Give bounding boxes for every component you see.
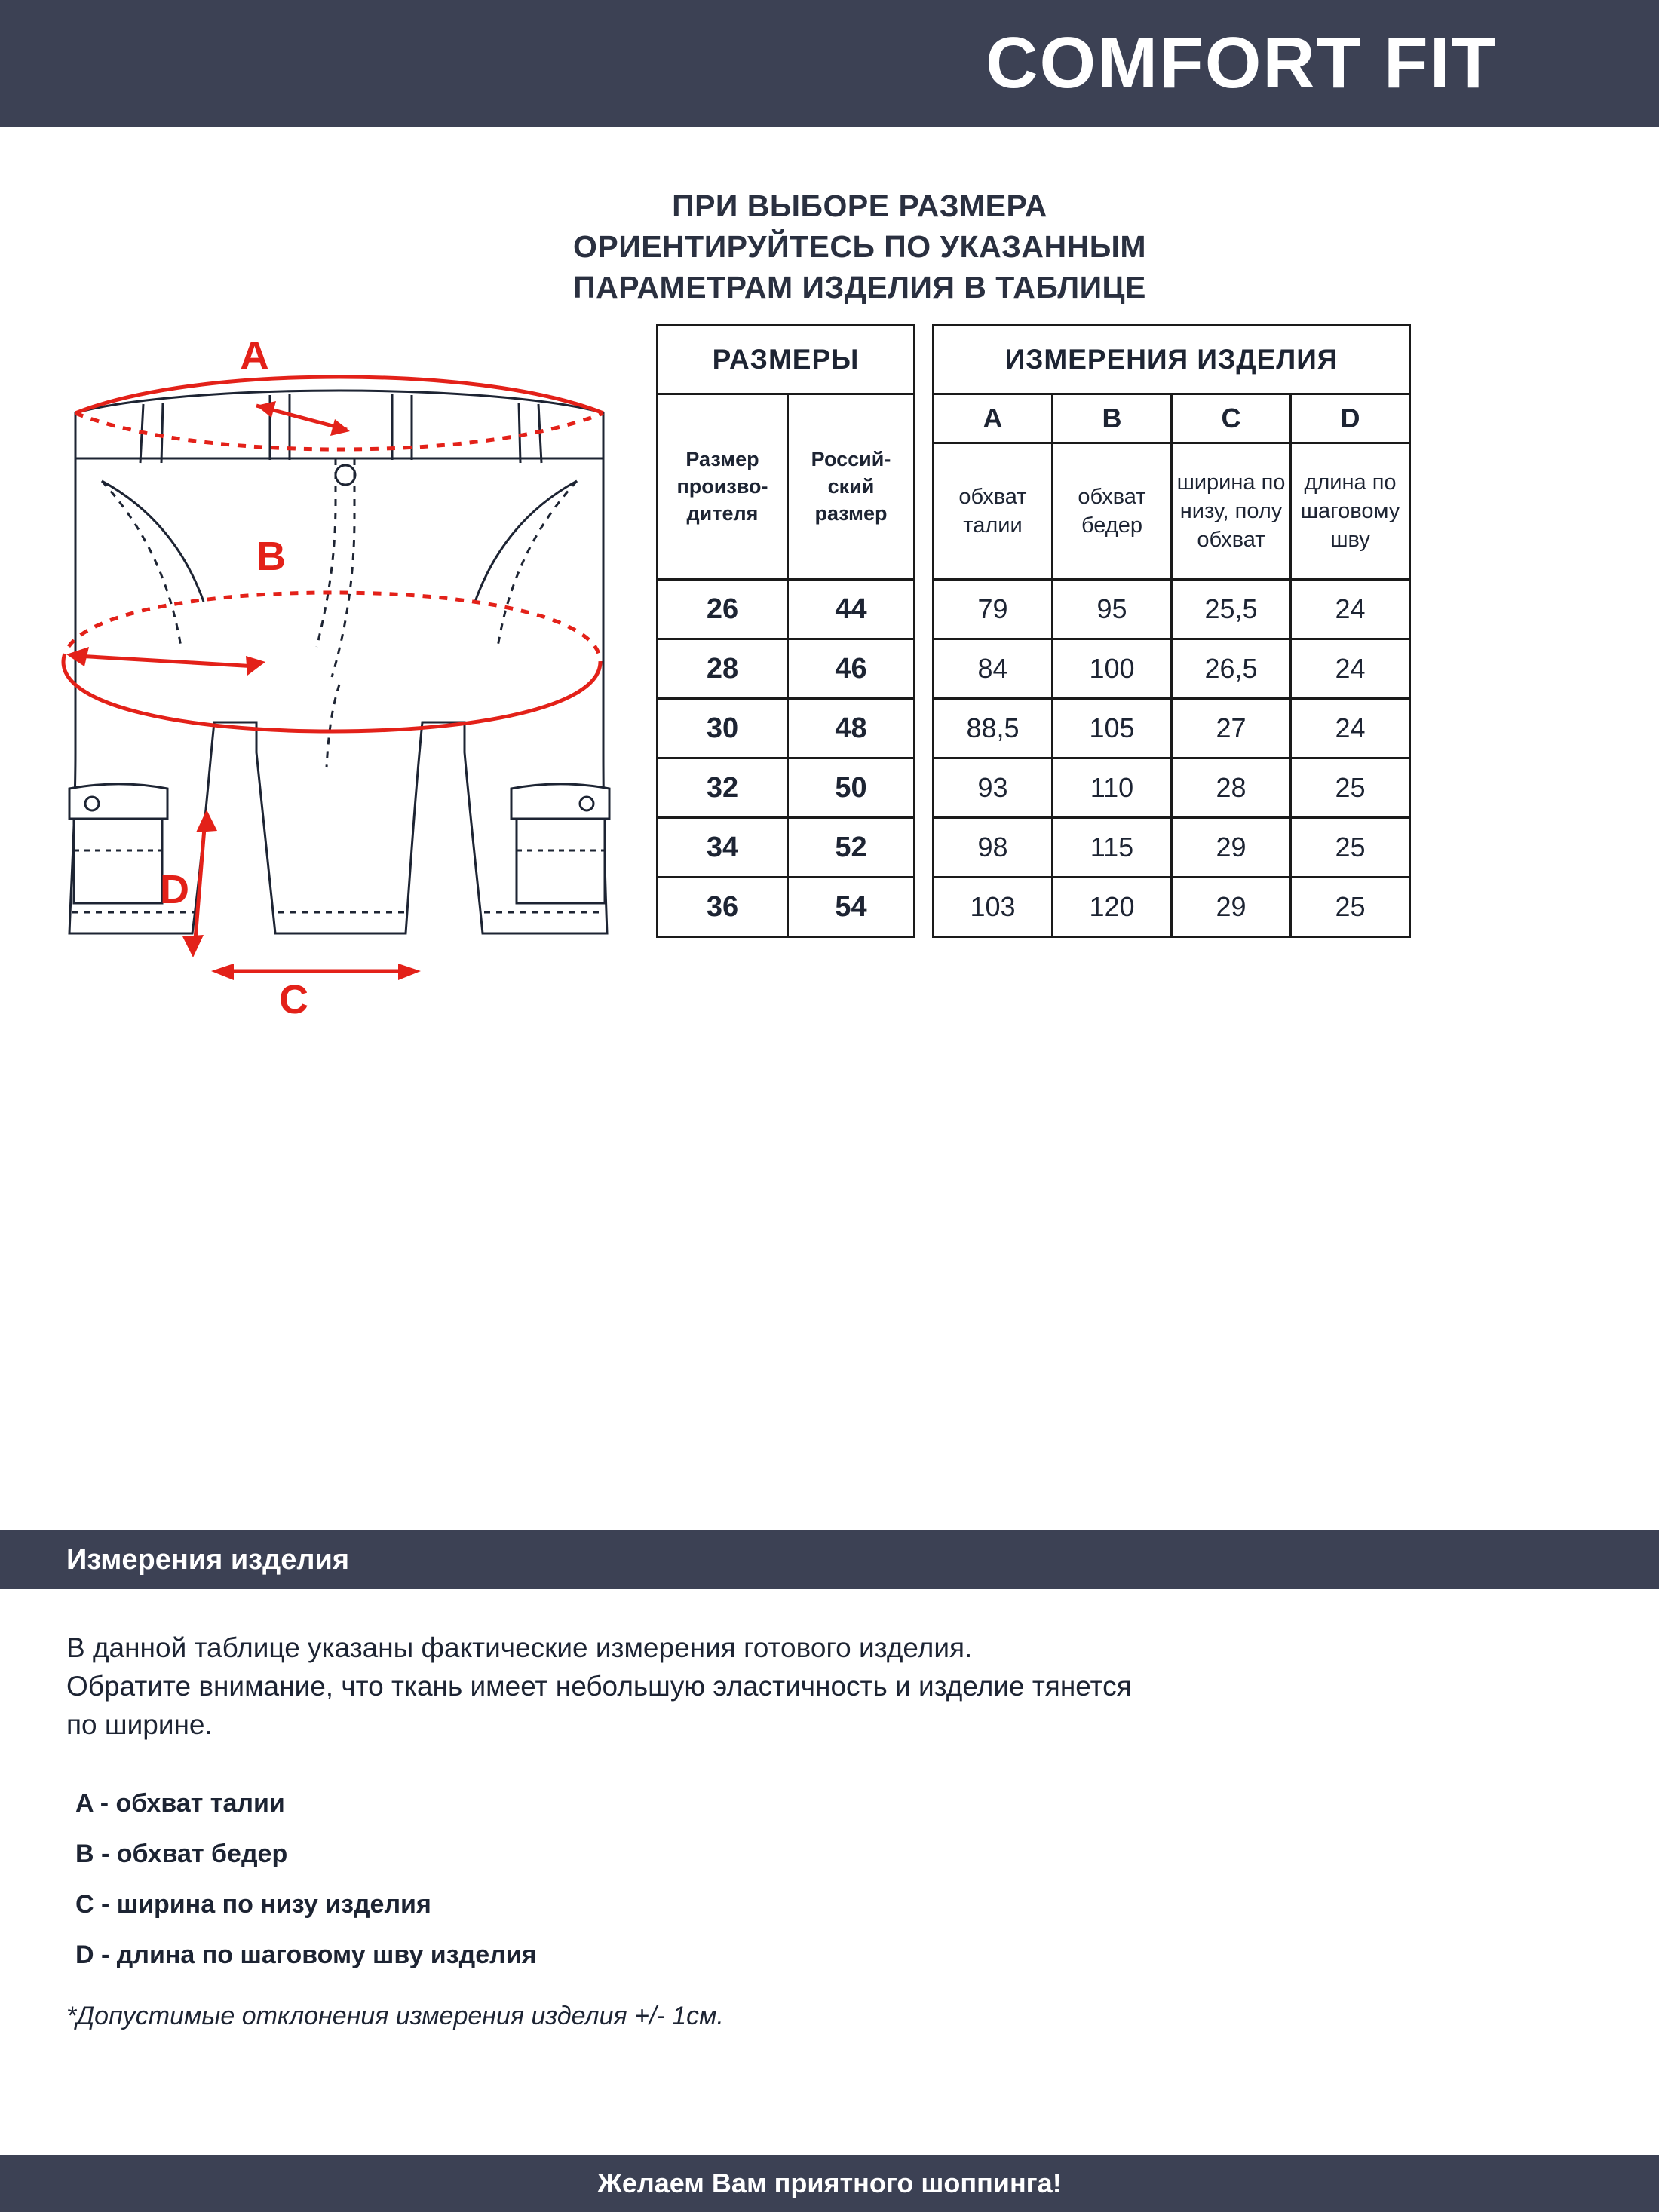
notes-paragraph-line-2: Обратите внимание, что ткань имеет небольшую эластичность и изделие тянется [66,1671,1132,1702]
footer-bar [0,2155,1659,2212]
table-gap [915,699,934,758]
cell-d: 24 [1291,699,1410,758]
table-gap [915,394,934,580]
tolerance-footnote: *Допустимые отклонения измерения изделия +/- 1см. [66,2002,724,2031]
table-row [658,818,1410,878]
notes-section-title: Измерения изделия [66,1543,350,1576]
cell-d: 24 [1291,580,1410,639]
cell-manufacturer: 32 [658,758,788,818]
col-header-manufacturer: Размер произво-дителя [658,394,788,580]
table-row [658,758,1410,818]
notes-body [66,1628,1597,2031]
cell-b: 115 [1053,818,1172,878]
group-header-sizes: РАЗМЕРЫ [658,326,915,394]
notes-section-bar [0,1530,1659,1589]
illustration-label-c: C [279,977,308,1023]
cell-d: 25 [1291,878,1410,937]
cell-russian: 44 [788,580,915,639]
subtitle-line-3: ПАРАМЕТРАМ ИЗДЕЛИЯ В ТАБЛИЦЕ [573,270,1146,305]
subtitle-block [0,185,1659,308]
table-gap [915,639,934,699]
col-letter-b: B [1053,394,1172,443]
cell-a: 98 [934,818,1053,878]
cell-russian: 50 [788,758,915,818]
legend-item-c: C - ширина по низу изделия [75,1890,431,1919]
cell-c: 29 [1172,878,1291,937]
col-header-b-desc: обхват бедер [1053,443,1172,580]
cell-a: 103 [934,878,1053,937]
table-row [658,878,1410,937]
cell-c: 26,5 [1172,639,1291,699]
table-row [658,580,1410,639]
cell-c: 28 [1172,758,1291,818]
cell-c: 25,5 [1172,580,1291,639]
cell-a: 93 [934,758,1053,818]
cell-manufacturer: 36 [658,878,788,937]
cell-a: 79 [934,580,1053,639]
main-content [0,308,1659,1227]
table-gap [915,878,934,937]
col-letter-d: D [1291,394,1410,443]
size-table-container [656,324,1411,938]
col-letter-c: C [1172,394,1291,443]
cell-c: 29 [1172,818,1291,878]
table-gap [915,580,934,639]
table-letter-row [658,394,1410,443]
notes-paragraph-line-1: В данной таблице указаны фактические измерения готового изделия. [66,1632,973,1663]
illustration-label-d: D [160,867,189,913]
table-gap [915,758,934,818]
illustration-label-a: A [240,333,269,379]
cell-a: 88,5 [934,699,1053,758]
cell-manufacturer: 26 [658,580,788,639]
shorts-illustration [30,330,649,1084]
legend-item-d: D - длина по шаговому шву изделия [75,1941,537,1970]
cell-manufacturer: 30 [658,699,788,758]
cell-manufacturer: 28 [658,639,788,699]
header-bar [0,0,1659,127]
cell-c: 27 [1172,699,1291,758]
cell-d: 24 [1291,639,1410,699]
table-gap [915,326,934,394]
cell-b: 120 [1053,878,1172,937]
col-letter-a: A [934,394,1053,443]
cell-russian: 54 [788,878,915,937]
table-row [658,639,1410,699]
measurement-legend [66,1789,1597,1970]
cell-b: 95 [1053,580,1172,639]
cell-d: 25 [1291,758,1410,818]
cell-d: 25 [1291,818,1410,878]
cell-b: 105 [1053,699,1172,758]
cell-russian: 48 [788,699,915,758]
cell-russian: 46 [788,639,915,699]
cell-b: 110 [1053,758,1172,818]
page-title: COMFORT FIT [986,23,1497,103]
size-table [656,324,1411,938]
col-header-russian: Россий-ский размер [788,394,915,580]
subtitle-line-1: ПРИ ВЫБОРЕ РАЗМЕРА [672,188,1047,223]
table-group-header-row [658,326,1410,394]
col-header-c-desc: ширина по низу, полу обхват [1172,443,1291,580]
group-header-measurements: ИЗМЕРЕНИЯ ИЗДЕЛИЯ [934,326,1410,394]
cell-b: 100 [1053,639,1172,699]
table-row [658,699,1410,758]
notes-paragraph-line-3: по ширине. [66,1709,213,1741]
cell-manufacturer: 34 [658,818,788,878]
cell-russian: 52 [788,818,915,878]
col-header-d-desc: длина по шаговому шву [1291,443,1410,580]
subtitle-line-2: ОРИЕНТИРУЙТЕСЬ ПО УКАЗАННЫМ [572,229,1146,265]
table-gap [915,818,934,878]
legend-item-b: B - обхват бедер [75,1840,288,1869]
illustration-label-b2: B [256,534,286,580]
col-header-a-desc: обхват талии [934,443,1053,580]
footer-message: Желаем Вам приятного шоппинга! [597,2168,1062,2198]
cell-a: 84 [934,639,1053,699]
legend-item-a: A - обхват талии [75,1789,285,1818]
